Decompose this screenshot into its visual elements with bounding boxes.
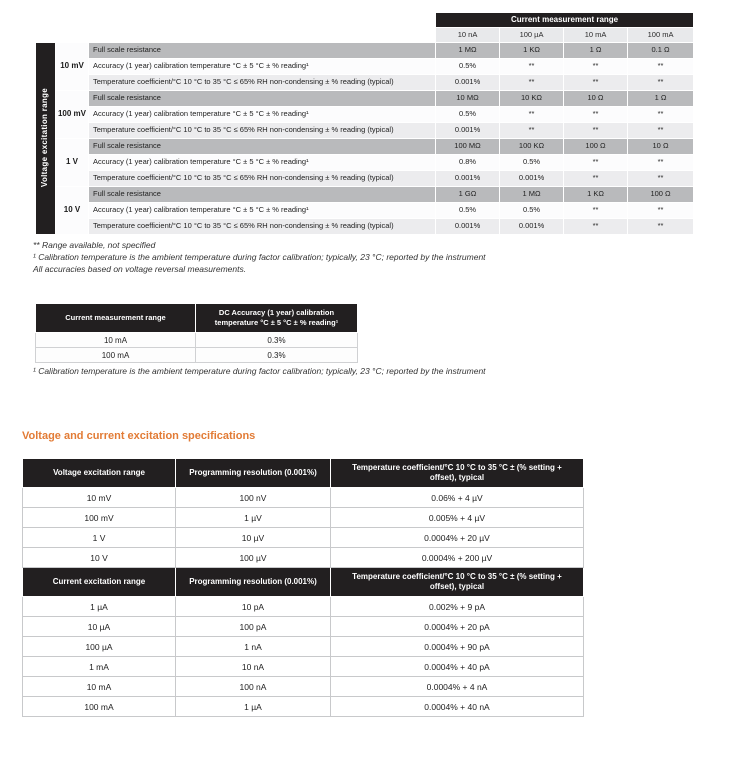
table-row (23, 488, 584, 508)
cell-value: 1 MΩ (500, 187, 564, 203)
cell-value: 10 mV (23, 488, 176, 508)
footnote-calibration-temperature-2: ¹ Calibration temperature is the ambient temperature during factor calibration; typically, 23 °C; reported by the instrument (33, 366, 486, 376)
cell-value: 1 mA (23, 657, 176, 677)
cell-value: 0.0004% + 20 pA (331, 617, 584, 637)
cell-value: 1 µA (176, 697, 331, 717)
table-row (36, 139, 694, 155)
cell-value: 10 µA (23, 617, 176, 637)
column-header: Voltage excitation range (23, 459, 176, 488)
table-row (23, 548, 584, 568)
row-label: Full scale resistance (89, 139, 436, 155)
cell-value: 1 MΩ (436, 43, 500, 59)
cell-value: 10 Ω (628, 139, 694, 155)
table-row (36, 155, 694, 171)
table-row (36, 43, 694, 59)
cell-value: ** (564, 203, 628, 219)
column-header: DC Accuracy (1 year) calibration temperature °C ± 5 °C ± % reading¹ (196, 304, 358, 333)
cell-value: 1 KΩ (500, 43, 564, 59)
cell-value: ** (564, 59, 628, 75)
cell-value: ** (628, 171, 694, 187)
cell-value: 100 Ω (628, 187, 694, 203)
row-label: Full scale resistance (89, 91, 436, 107)
cell-value: 0.5% (436, 203, 500, 219)
cell-value: 1 Ω (628, 91, 694, 107)
cell-value: ** (628, 203, 694, 219)
cell-value: 0.0004% + 40 pA (331, 657, 584, 677)
table-row (36, 171, 694, 187)
column-header: Current measurement range (36, 304, 196, 333)
table-row (36, 219, 694, 235)
table-header-row (36, 304, 358, 333)
cell-value: ** (564, 219, 628, 235)
column-header: 10 nA (436, 28, 500, 43)
row-label: Accuracy (1 year) calibration temperature °C ± 5 °C ± % reading¹ (89, 203, 436, 219)
column-header: Temperature coefficient/°C 10 °C to 35 °C ± (% setting + offset), typical (331, 568, 584, 597)
cell-value: 0.0004% + 90 pA (331, 637, 584, 657)
cell-value: 0.1 Ω (628, 43, 694, 59)
cell-value: ** (564, 123, 628, 139)
row-label: Full scale resistance (89, 187, 436, 203)
cell-value: ** (564, 107, 628, 123)
cell-value: 0.0004% + 4 nA (331, 677, 584, 697)
cell-value: ** (628, 155, 694, 171)
cell-value: 100 µV (176, 548, 331, 568)
cell-value: 10 V (23, 548, 176, 568)
cell-value: 1 Ω (564, 43, 628, 59)
cell-value: ** (628, 75, 694, 91)
range-label: 100 mV (56, 91, 89, 139)
cell-value: 100 mA (23, 697, 176, 717)
row-label: Full scale resistance (89, 43, 436, 59)
voltage-section-header-row (23, 459, 584, 488)
table-subheader-row (36, 28, 694, 43)
cell-value: 0.5% (500, 155, 564, 171)
cell-value: 10 nA (176, 657, 331, 677)
cell-value: ** (500, 107, 564, 123)
cell-value: 1 GΩ (436, 187, 500, 203)
side-label-text: Voltage excitation range (40, 87, 50, 187)
range-label: 10 V (56, 187, 89, 235)
cell-value: 0.5% (436, 59, 500, 75)
table-row (23, 677, 584, 697)
range-label: 1 V (56, 139, 89, 187)
table-row (23, 528, 584, 548)
cell-value: ** (500, 123, 564, 139)
cell-value: ** (500, 75, 564, 91)
column-header: Temperature coefficient/°C 10 °C to 35 °C ± (% setting + offset), typical (331, 459, 584, 488)
cell-value: ** (564, 155, 628, 171)
cell-value: 100 pA (176, 617, 331, 637)
cell-value: ** (628, 107, 694, 123)
cell-value: 0.5% (500, 203, 564, 219)
current-section-header-row (23, 568, 584, 597)
table-row (23, 697, 584, 717)
table-row (36, 203, 694, 219)
cell-value: 0.002% + 9 pA (331, 597, 584, 617)
cell-value: 0.001% (500, 219, 564, 235)
current-measurement-range-header: Current measurement range (436, 13, 694, 28)
table-row (23, 657, 584, 677)
cell-value: 1 V (23, 528, 176, 548)
cell-value: 10 KΩ (500, 91, 564, 107)
table-row (36, 187, 694, 203)
footnote-calibration-temperature: ¹ Calibration temperature is the ambient temperature during factor calibration; typically, 23 °C; reported by the instrument (33, 252, 486, 262)
side-label-cell (36, 43, 56, 235)
cell-value: 0.5% (436, 107, 500, 123)
cell-value: 1 nA (176, 637, 331, 657)
cell-value: 10 µV (176, 528, 331, 548)
cell-value: 0.3% (196, 348, 358, 363)
cell-value: 0.0004% + 40 nA (331, 697, 584, 717)
table-row (36, 123, 694, 139)
table-row (23, 617, 584, 637)
resistance-spec-table (35, 12, 694, 235)
cell-value: 10 MΩ (436, 91, 500, 107)
cell-value: ** (564, 75, 628, 91)
row-label: Temperature coefficient/°C 10 °C to 35 °C ≤ 65% RH non-condensing ± % reading (typical) (89, 219, 436, 235)
cell-value: ** (628, 219, 694, 235)
cell-value: 0.001% (436, 123, 500, 139)
table-row (36, 333, 358, 348)
cell-value: 1 KΩ (564, 187, 628, 203)
cell-value: 100 mV (23, 508, 176, 528)
cell-value: 100 mA (36, 348, 196, 363)
footnote-range-available: ** Range available, not specified (33, 240, 156, 250)
cell-value: 0.001% (436, 171, 500, 187)
row-label: Accuracy (1 year) calibration temperature °C ± 5 °C ± % reading¹ (89, 155, 436, 171)
cell-value: 0.005% + 4 µV (331, 508, 584, 528)
cell-value: 0.001% (436, 75, 500, 91)
row-label: Temperature coefficient/°C 10 °C to 35 °C ≤ 65% RH non-condensing ± % reading (typical) (89, 123, 436, 139)
row-label: Temperature coefficient/°C 10 °C to 35 °C ≤ 65% RH non-condensing ± % reading (typical) (89, 75, 436, 91)
table-row (23, 508, 584, 528)
cell-value: 10 mA (23, 677, 176, 697)
cell-value: 0.001% (500, 171, 564, 187)
cell-value: 0.8% (436, 155, 500, 171)
column-header: 10 mA (564, 28, 628, 43)
cell-value: 100 nA (176, 677, 331, 697)
cell-value: 0.001% (436, 219, 500, 235)
cell-value: 100 Ω (564, 139, 628, 155)
range-label: 10 mV (56, 43, 89, 91)
cell-value: 100 nV (176, 488, 331, 508)
column-header: 100 µA (500, 28, 564, 43)
header-spacer (36, 28, 436, 43)
footnote-voltage-reversal: All accuracies based on voltage reversal measurements. (33, 264, 247, 274)
cell-value: ** (500, 59, 564, 75)
table-row (36, 75, 694, 91)
cell-value: 100 KΩ (500, 139, 564, 155)
table-row (36, 107, 694, 123)
cell-value: 0.0004% + 200 µV (331, 548, 584, 568)
cell-value: 1 µV (176, 508, 331, 528)
column-header: Programming resolution (0.001%) (176, 459, 331, 488)
column-header: Current excitation range (23, 568, 176, 597)
table-row (36, 59, 694, 75)
table-row (23, 637, 584, 657)
cell-value: 10 Ω (564, 91, 628, 107)
table-header-row (36, 13, 694, 28)
cell-value: 100 MΩ (436, 139, 500, 155)
column-header: Programming resolution (0.001%) (176, 568, 331, 597)
cell-value: 0.0004% + 20 µV (331, 528, 584, 548)
footnotes-block (33, 239, 486, 275)
cell-value: 10 mA (36, 333, 196, 348)
cell-value: 1 µA (23, 597, 176, 617)
cell-value: 0.06% + 4 µV (331, 488, 584, 508)
row-label: Accuracy (1 year) calibration temperature °C ± 5 °C ± % reading¹ (89, 59, 436, 75)
cell-value: ** (628, 123, 694, 139)
cell-value: 0.3% (196, 333, 358, 348)
cell-value: ** (628, 59, 694, 75)
dc-accuracy-table (35, 303, 358, 363)
cell-value: 10 pA (176, 597, 331, 617)
table-row (23, 597, 584, 617)
cell-value: ** (564, 171, 628, 187)
section-heading: Voltage and current excitation specifications (22, 430, 256, 442)
table-row (36, 348, 358, 363)
row-label: Temperature coefficient/°C 10 °C to 35 °C ≤ 65% RH non-condensing ± % reading (typical) (89, 171, 436, 187)
excitation-spec-table (22, 458, 584, 717)
column-header: 100 mA (628, 28, 694, 43)
row-label: Accuracy (1 year) calibration temperature °C ± 5 °C ± % reading¹ (89, 107, 436, 123)
header-spacer (36, 13, 436, 28)
cell-value: 100 µA (23, 637, 176, 657)
table-row (36, 91, 694, 107)
